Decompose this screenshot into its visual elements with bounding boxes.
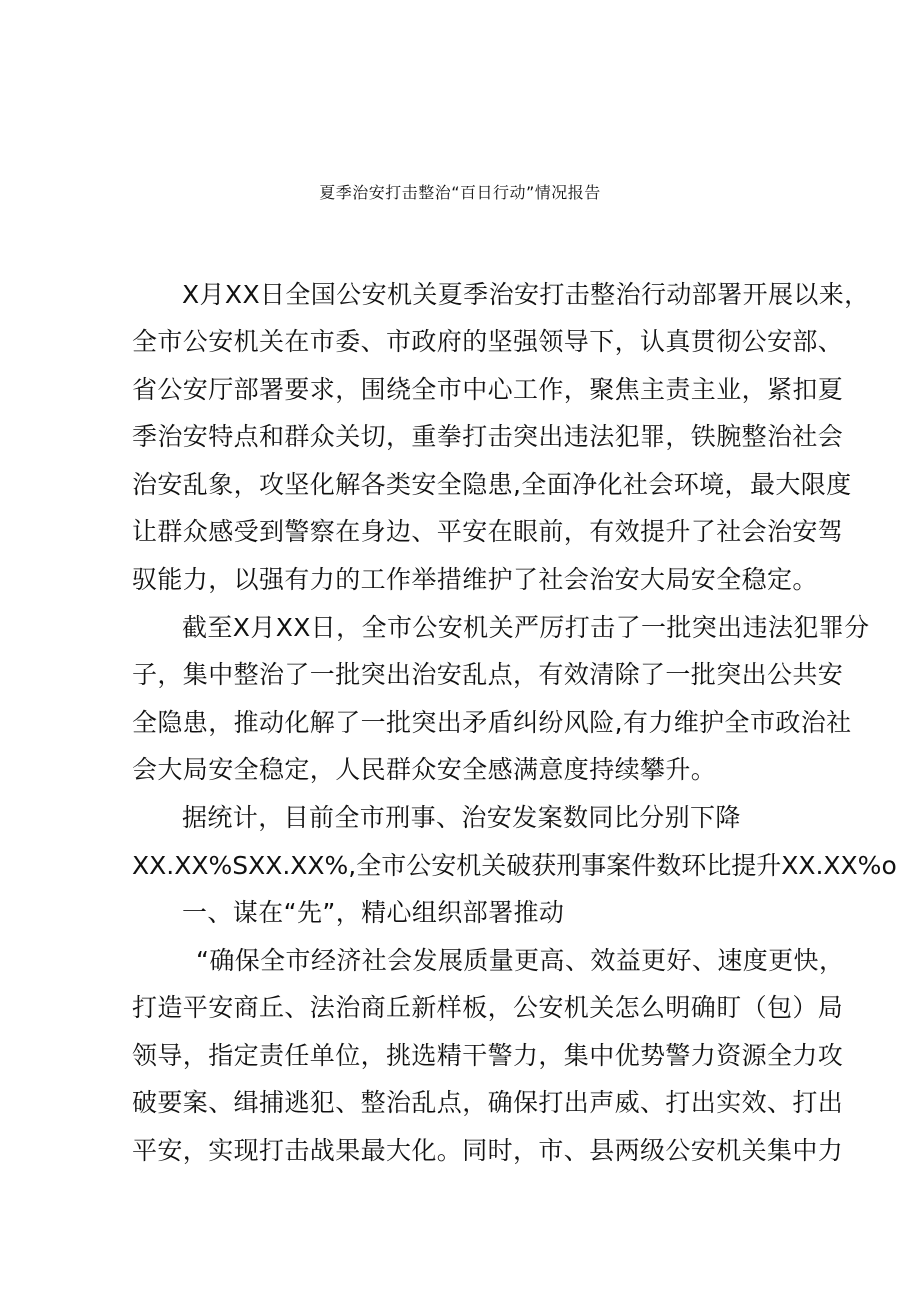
paragraph-line: 季治安特点和群众关切，重拳打击突出违法犯罪，铁腕整治社会 [132,422,844,451]
paragraph-line: 全隐患，推动化解了一批突出矛盾纠纷风险,有力维护全市政治社 [132,708,852,737]
paragraph-line: 子，集中整治了一批突出治安乱点，有效清除了一批突出公共安 [132,660,844,689]
paragraph-line: 据统计，目前全市刑事、治安发案数同比分别下降 [182,803,741,832]
section-heading: 一、谋在“先”，精心组织部署推动 [182,898,565,927]
paragraph-line: XX.XX%SXX.XX%,全市公安机关破获刑事案件数环比提升XX.XX%o [132,851,897,880]
paragraph-line: 领导，指定责任单位，挑选精干警力，集中优势警力资源全力攻 [132,1041,844,1070]
paragraph-line: 平安，实现打击战果最大化。同时，市、县两级公安机关集中力 [132,1136,844,1165]
paragraph-line: 破要案、缉捕逃犯、整治乱点，确保打出声威、打出实效、打出 [132,1088,844,1117]
paragraph-line: “确保全市经济社会发展质量更高、效益更好、速度更快， [196,946,845,975]
paragraph-line: X月XX日全国公安机关夏季治安打击整治行动部署开展以来， [182,280,870,309]
paragraph-line: 让群众感受到警察在身边、平安在眼前，有效提升了社会治安驾 [132,517,844,546]
paragraph-line: 截至X月XX日，全市公安机关严厉打击了一批突出违法犯罪分 [182,613,870,642]
paragraph-line: 省公安厅部署要求，围绕全市中心工作，聚焦主责主业，紧扣夏 [132,375,844,404]
paragraph-line: 治安乱象，攻坚化解各类安全隐患,全面净化社会环境，最大限度 [132,470,852,499]
paragraph-line: 会大局安全稳定，人民群众安全感满意度持续攀升。 [132,755,717,784]
document-title: 夏季治安打击整治“百日行动”情况报告 [319,183,601,202]
paragraph-line: 驭能力，以强有力的工作举措维护了社会治安大局安全稳定。 [132,565,818,594]
paragraph-line: 打造平安商丘、法治商丘新样板，公安机关怎么明确盯（包）局 [132,993,844,1022]
paragraph-line: 全市公安机关在市委、市政府的坚强领导下，认真贯彻公安部、 [132,327,844,356]
